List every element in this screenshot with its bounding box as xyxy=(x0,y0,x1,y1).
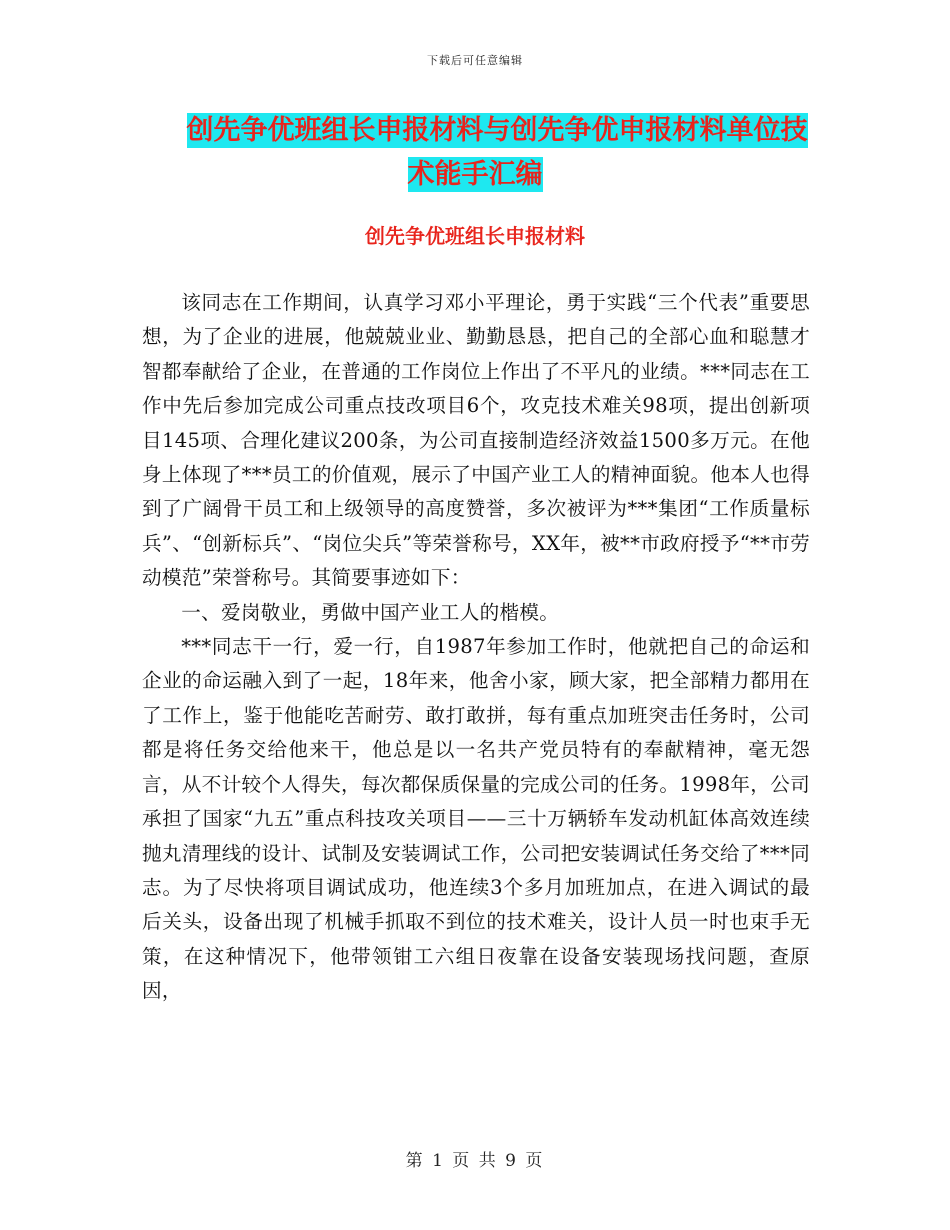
document-title-line-1 xyxy=(22,108,950,154)
page-header-note: 下载后可任意编辑 xyxy=(427,54,523,67)
page-number-footer: 第 1 页 共 9 页 xyxy=(405,1151,545,1171)
document-title-line-2-text: 术能手汇编 xyxy=(407,159,543,190)
paragraph-heading-one: 一、爱岗敬业，勇做中国产业工人的楷模。 xyxy=(181,600,560,624)
document-title-line-1-text: 创先争优班组长申报材料与创先争优申报材料单位技 xyxy=(186,115,808,146)
section-title: 创先争优班组长申报材料 xyxy=(365,224,585,248)
paragraph-story: ***同志干一行，爱一行，自1987年参加工作时，他就把自己的命运和企业的命运融入到了一起，18年来，他舍小家，顾大家，把全部精力都用在了工作上，鉴于他能吃苦耐劳、敢打敢拼，每有重点加班突击任务时，公司都是将任务交给他来干，他总是以一名共产党员特有的奉献精神，毫无怨言，从不计较个人得失，每次都保质保量的完成公司的任务。1998年，公司承担了国家“九五”重点科技攻关项目——三十万辆轿车发动机缸体高效连续抛丸清理线的设计、试制及安装调试工作，公司把安装调试任务交给了***同志。为了尽快将项目调试成功，他连续3个多月加班加点，在进入调试的最后关头，设备出现了机械手抓取不到位的技术难关，设计人员一时也束手无策，在这种情况下，他带领钳工六组日夜靠在设备安装现场找问题，查原因， xyxy=(142,635,810,1003)
document-title-line-2 xyxy=(0,152,950,198)
document-body xyxy=(142,286,810,1009)
paragraph-intro: 该同志在工作期间，认真学习邓小平理论，勇于实践“三个代表”重要思想，为了企业的进展，他兢兢业业、勤勤恳恳，把自己的全部心血和聪慧才智都奉献给了企业，在普通的工作岗位上作出了不平凡的业绩。***同志在工作中先后参加完成公司重点技改项目6个，攻克技术难关98项，提出创新项目145项、合理化建议200条，为公司直接制造经济效益1500多万元。在他身上体现了***员工的价值观，展示了中国产业工人的精神面貌。他本人也得到了广阔骨干员工和上级领导的高度赞誉，多次被评为***集团“工作质量标兵”、“创新标兵”、“岗位尖兵”等荣誉称号，XX年，被**市政府授予“**市劳动模范”荣誉称号。其简要事迹如下： xyxy=(142,291,810,590)
